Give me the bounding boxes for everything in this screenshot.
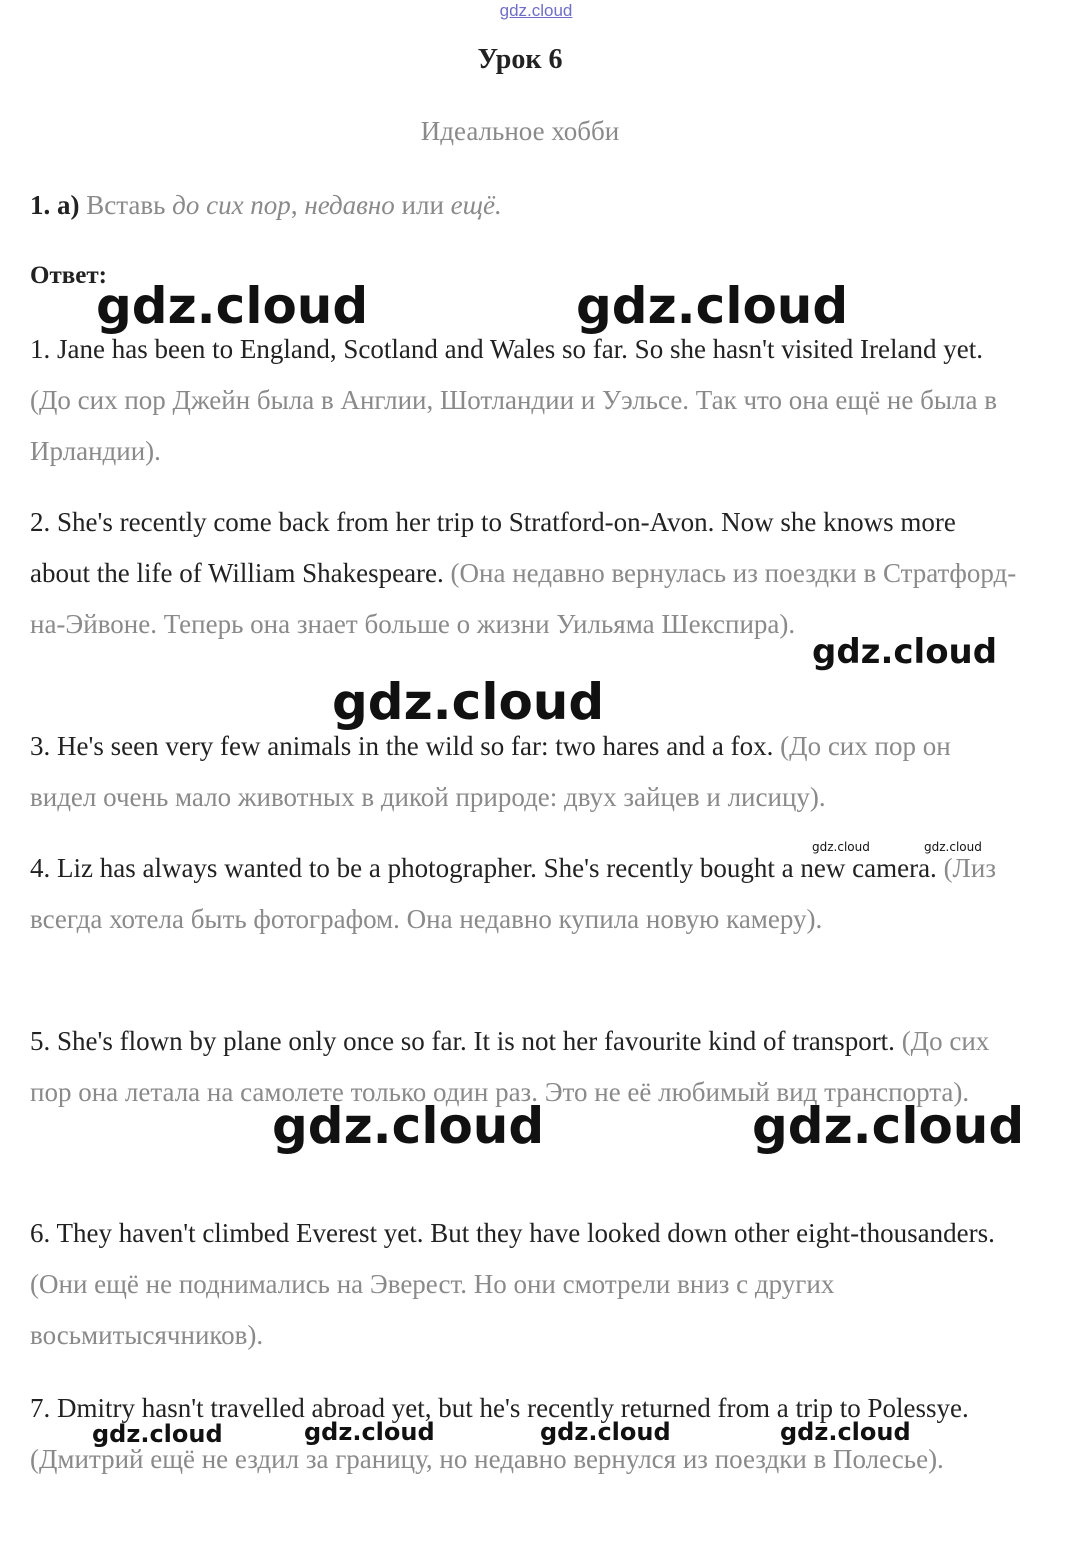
answer-translation: (Она недавно вернулась из поездки в Стратфорд-на-Эйвоне. Теперь она знает больше о жизни Уильяма Шекспира). xyxy=(30,558,1017,639)
task-statement xyxy=(30,190,502,221)
answer-item xyxy=(30,324,1020,477)
answer-english: 3. He's seen very few animals in the wild so far: two hares and a fox. xyxy=(30,731,774,761)
answer-translation: (До сих пор Джейн была в Англии, Шотландии и Уэльсе. Так что она ещё не была в Ирландии). xyxy=(30,385,997,466)
task-option: ещё. xyxy=(450,190,502,220)
watermark: gdz.cloud xyxy=(92,1420,223,1448)
task-option: недавно xyxy=(304,190,395,220)
watermark: gdz.cloud xyxy=(576,277,849,335)
answer-english: 1. Jane has been to England, Scotland and Wales so far. So she hasn't visited Ireland yet. xyxy=(30,334,983,364)
answer-translation: (Лиз всегда хотела быть фотографом. Она недавно купила новую камеру). xyxy=(30,853,996,934)
answer-english: 5. She's flown by plane only once so far. It is not her favourite kind of transport. xyxy=(30,1026,895,1056)
lesson-title: Урок 6 xyxy=(477,44,563,75)
task-option: до сих пор xyxy=(172,190,291,220)
answer-translation: (До сих пор она летала на самолете только один раз. Это не её любимый вид транспорта). xyxy=(30,1026,990,1107)
watermark: gdz.cloud xyxy=(96,277,369,335)
answer-label: Ответ: xyxy=(30,262,107,289)
watermark: gdz.cloud xyxy=(304,1418,435,1446)
answer-english: 4. Liz has always wanted to be a photographer. She's recently bought a new camera. xyxy=(30,853,937,883)
site-link[interactable]: gdz.cloud xyxy=(499,1,573,20)
watermark: gdz.cloud xyxy=(540,1418,671,1446)
answer-item xyxy=(30,721,1020,823)
answer-translation: (Они ещё не поднимались на Эверест. Но они смотрели вниз с других восьмитысячников). xyxy=(30,1269,835,1350)
answer-item xyxy=(30,843,1020,945)
watermark: gdz.cloud xyxy=(812,632,998,672)
watermark: gdz.cloud xyxy=(812,840,870,854)
answer-item xyxy=(30,497,1020,650)
watermark: gdz.cloud xyxy=(332,673,605,731)
watermark: gdz.cloud xyxy=(924,840,982,854)
watermark: gdz.cloud xyxy=(752,1097,1025,1155)
watermark: gdz.cloud xyxy=(780,1418,911,1446)
task-number: 1. а) xyxy=(30,190,80,220)
answer-translation: (Дмитрий ещё не ездил за границу, но недавно вернулся из поездки в Полесье). xyxy=(30,1444,944,1474)
answer-english: 6. They haven't climbed Everest yet. But they have looked down other eight-thousanders. xyxy=(30,1218,995,1248)
answer-translation: (До сих пор он видел очень мало животных в дикой природе: двух зайцев и лисицу). xyxy=(30,731,951,812)
watermark: gdz.cloud xyxy=(272,1097,545,1155)
answer-english: 7. Dmitry hasn't travelled abroad yet, but he's recently returned from a trip to Polessye. xyxy=(30,1393,969,1423)
task-separator: , xyxy=(290,190,298,220)
task-text: Вставь xyxy=(86,190,166,220)
answer-english: 2. She's recently come back from her trip to Stratford-on-Avon. Now she knows more about the life of William Shakespeare. xyxy=(30,507,956,588)
task-separator: или xyxy=(401,190,444,220)
answer-item xyxy=(30,1208,1020,1361)
lesson-subtitle: Идеальное хобби xyxy=(420,116,620,146)
